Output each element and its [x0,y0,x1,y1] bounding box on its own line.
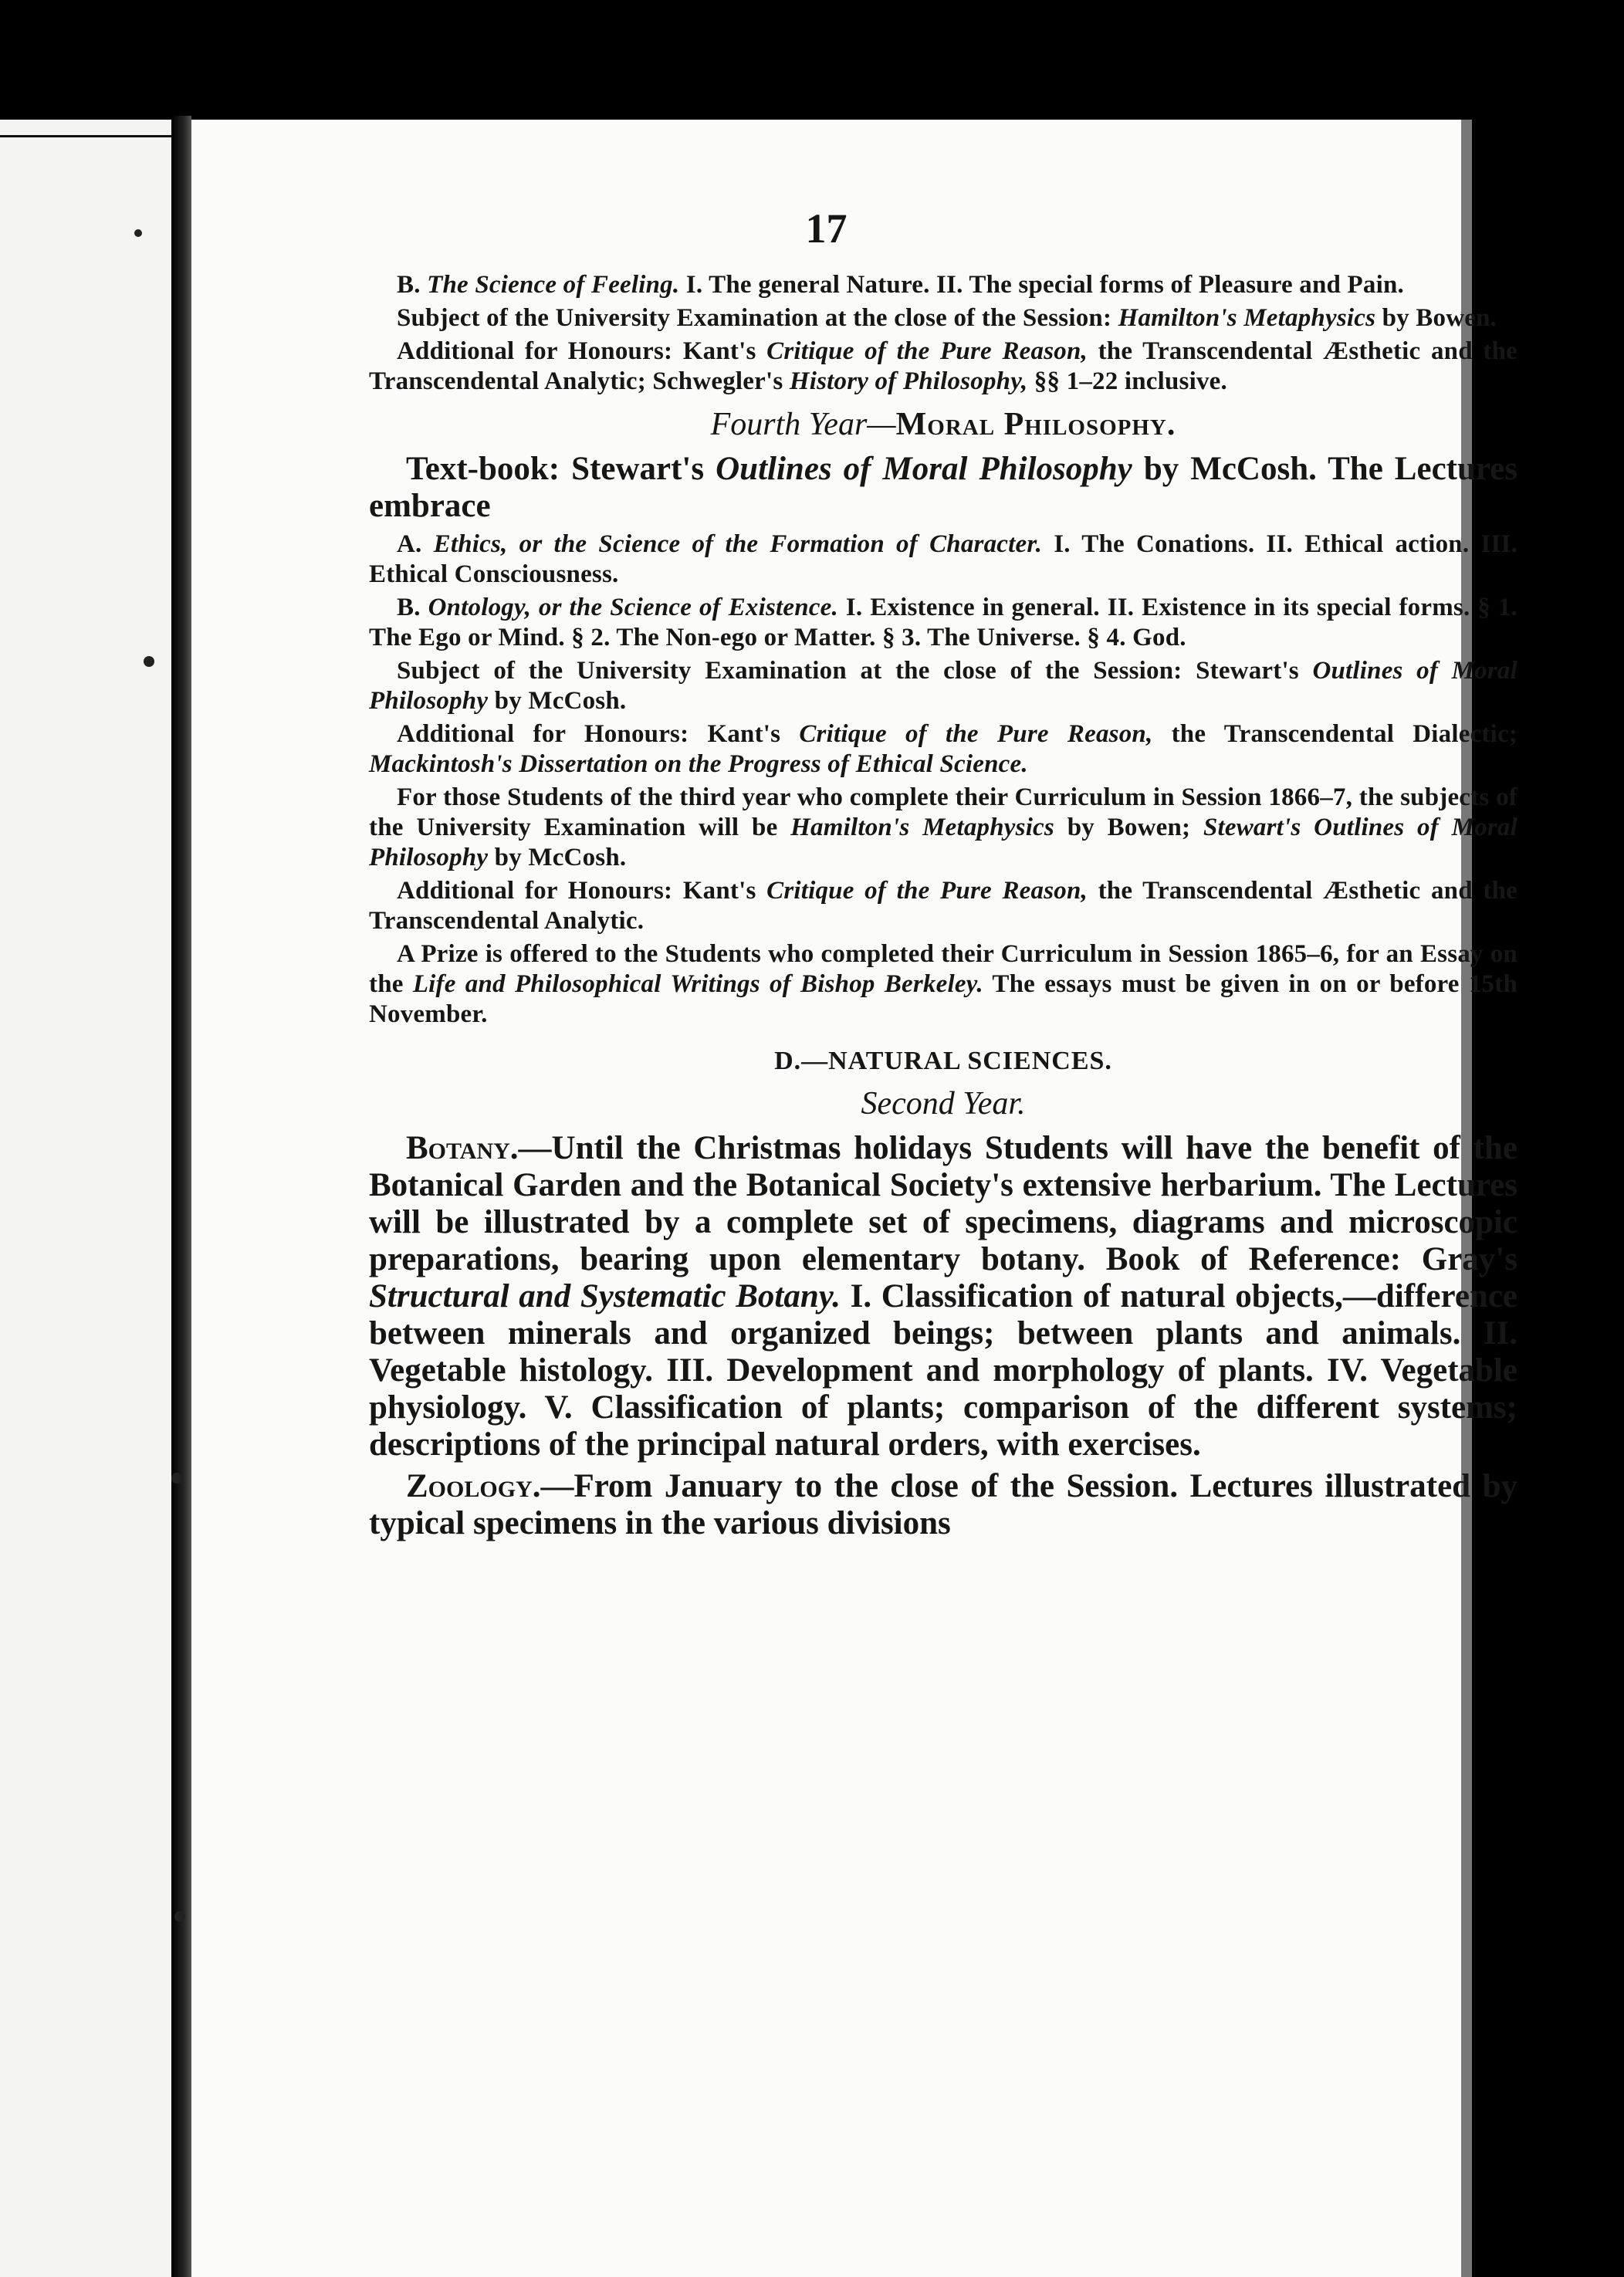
section-text: I. The Conations. II. Ethical action. III. Ethical Consciousness. [369,530,1518,588]
subject-label: Botany. [406,1130,519,1166]
honours-paragraph [369,876,1517,936]
philosophy-section [369,270,1517,397]
book-page [191,120,1518,2277]
ethics-paragraph [369,529,1517,590]
honours-paragraph [369,719,1517,780]
section-label: B. [397,594,421,621]
honours-mid: the Transcendental Æsthetic and the Transcendental Analytic; Schwegler's [369,337,1517,395]
section-title: Ethics, or the Science of the Formation of Character. [433,530,1043,558]
exam-subject-paragraph [369,303,1517,333]
botany-paragraph [369,1130,1517,1463]
zoology-text: —From January to the close of the Session. Lectures illustrated by typical specimens in the various divisions [369,1468,1517,1541]
work-title: Outlines of Moral Philosophy [716,451,1132,487]
botany-lead: —Until the Christmas holidays Students will have the benefit of the Botanical Garden and the Botanical Society's extensive herbarium. The Lectures will be illustrated by a complete set of specimens, diagrams and microscopic preparations, bearing upon elementary botany. Book of Reference: Gray's [369,1130,1517,1277]
exam-subject-paragraph [369,656,1517,716]
work-title: Hamilton's Metaphysics [1118,304,1376,332]
prize-tail: The essays must be given in on or before 15th November. [369,970,1518,1028]
honours-lead: Additional for Honours: Kant's [397,720,781,748]
section-text: I. Existence in general. II. Existence in its special forms. § 1. The Ego or Mind. § 2. The Non-ego or Matter. § 3. The Universe. § 4. God. [369,594,1518,651]
exam-text: Subject of the University Examination at the close of the Session: [397,304,1112,332]
textbook-lead: Text-book: Stewart's [406,451,705,487]
botany-tail: I. Classification of natural objects,—difference between minerals and organized beings; between plants and animals. II. Vegetable histology. III. Development and morphology of plants. IV. Vegetable physiology. V. Classification of plants; comparison of the different systems; descriptions of the principal natural orders, with exercises. [369,1278,1517,1463]
third-year-paragraph [369,783,1517,873]
third-year-lead: For those Students of the third year who complete their Curriculum in Session 1866–7, the subjects of the University Examination will be [369,783,1517,841]
prize-lead: A Prize is offered to the Students who completed their Curriculum in Session 1865–6, for an Essay on the [369,940,1517,998]
honours-tail: the Transcendental Æsthetic and the Transcendental Analytic. [369,877,1517,935]
work-title: Critique of the Pure Reason, [766,877,1088,905]
third-year-tail: by McCosh. [494,844,627,871]
exam-author: by Bowen. [1382,304,1497,332]
previous-page-edge [0,120,171,2277]
third-year-mid: by Bowen; [1067,814,1191,841]
heading-italic-part: Fourth Year— [710,407,896,442]
moral-philosophy-section [369,529,1517,1030]
binding-shadow [171,116,191,2277]
section-title: The Science of Feeling. [427,271,680,299]
honours-paragraph [369,337,1517,397]
page-number: 17 [805,205,848,252]
heading-caps-part: Moral Philosophy. [895,407,1176,442]
textbook-section [369,451,1517,525]
binding-mark [174,1911,185,1922]
honours-mid: the Transcendental Dialectic; [1171,720,1518,748]
section-label: A. [397,530,422,558]
subject-label: Zoology. [406,1468,541,1504]
fourth-year-heading [369,406,1517,443]
honours-lead: Additional for Honours: Kant's [397,877,756,905]
textbook-tail: by McCosh. The Lectures embrace [369,451,1518,524]
prize-paragraph [369,939,1517,1030]
binding-mark [171,1473,182,1484]
exam-author: by McCosh. [494,687,627,715]
exam-text: Subject of the University Examination at the close of the Session: Stewart's [397,657,1299,685]
work-title: Outlines of Moral Philosophy [369,657,1517,715]
work-title: History of Philosophy, [789,367,1028,395]
natural-sciences-heading: D.—NATURAL SCIENCES. [774,1047,1112,1075]
second-year-heading: Second Year. [861,1086,1026,1122]
work-title: Stewart's Outlines of Moral Philosophy [369,814,1517,871]
honours-tail: §§ 1–22 inclusive. [1034,367,1227,395]
binding-mark [134,229,142,237]
work-title: Hamilton's Metaphysics [790,814,1054,841]
work-title: Critique of the Pure Reason, [766,337,1088,365]
section-text: I. The general Nature. II. The special forms of Pleasure and Pain. [685,271,1404,299]
textbook-paragraph [369,451,1517,525]
binding-mark [144,656,154,667]
page-edge-line [0,135,171,137]
ontology-paragraph [369,593,1517,653]
work-title: Critique of the Pure Reason, [799,720,1153,748]
work-title: Structural and Systematic Botany. [369,1278,841,1314]
zoology-paragraph [369,1468,1517,1542]
natural-sciences-section [369,1130,1517,1542]
science-of-feeling-paragraph [369,270,1517,300]
section-title: Ontology, or the Science of Existence. [428,594,838,621]
section-label: B. [397,271,421,299]
work-title: Life and Philosophical Writings of Bishop Berkeley. [412,970,983,998]
page-body [369,270,1517,1547]
work-title: Mackintosh's Dissertation on the Progress of Ethical Science. [369,750,1028,778]
honours-lead: Additional for Honours: Kant's [397,337,756,365]
